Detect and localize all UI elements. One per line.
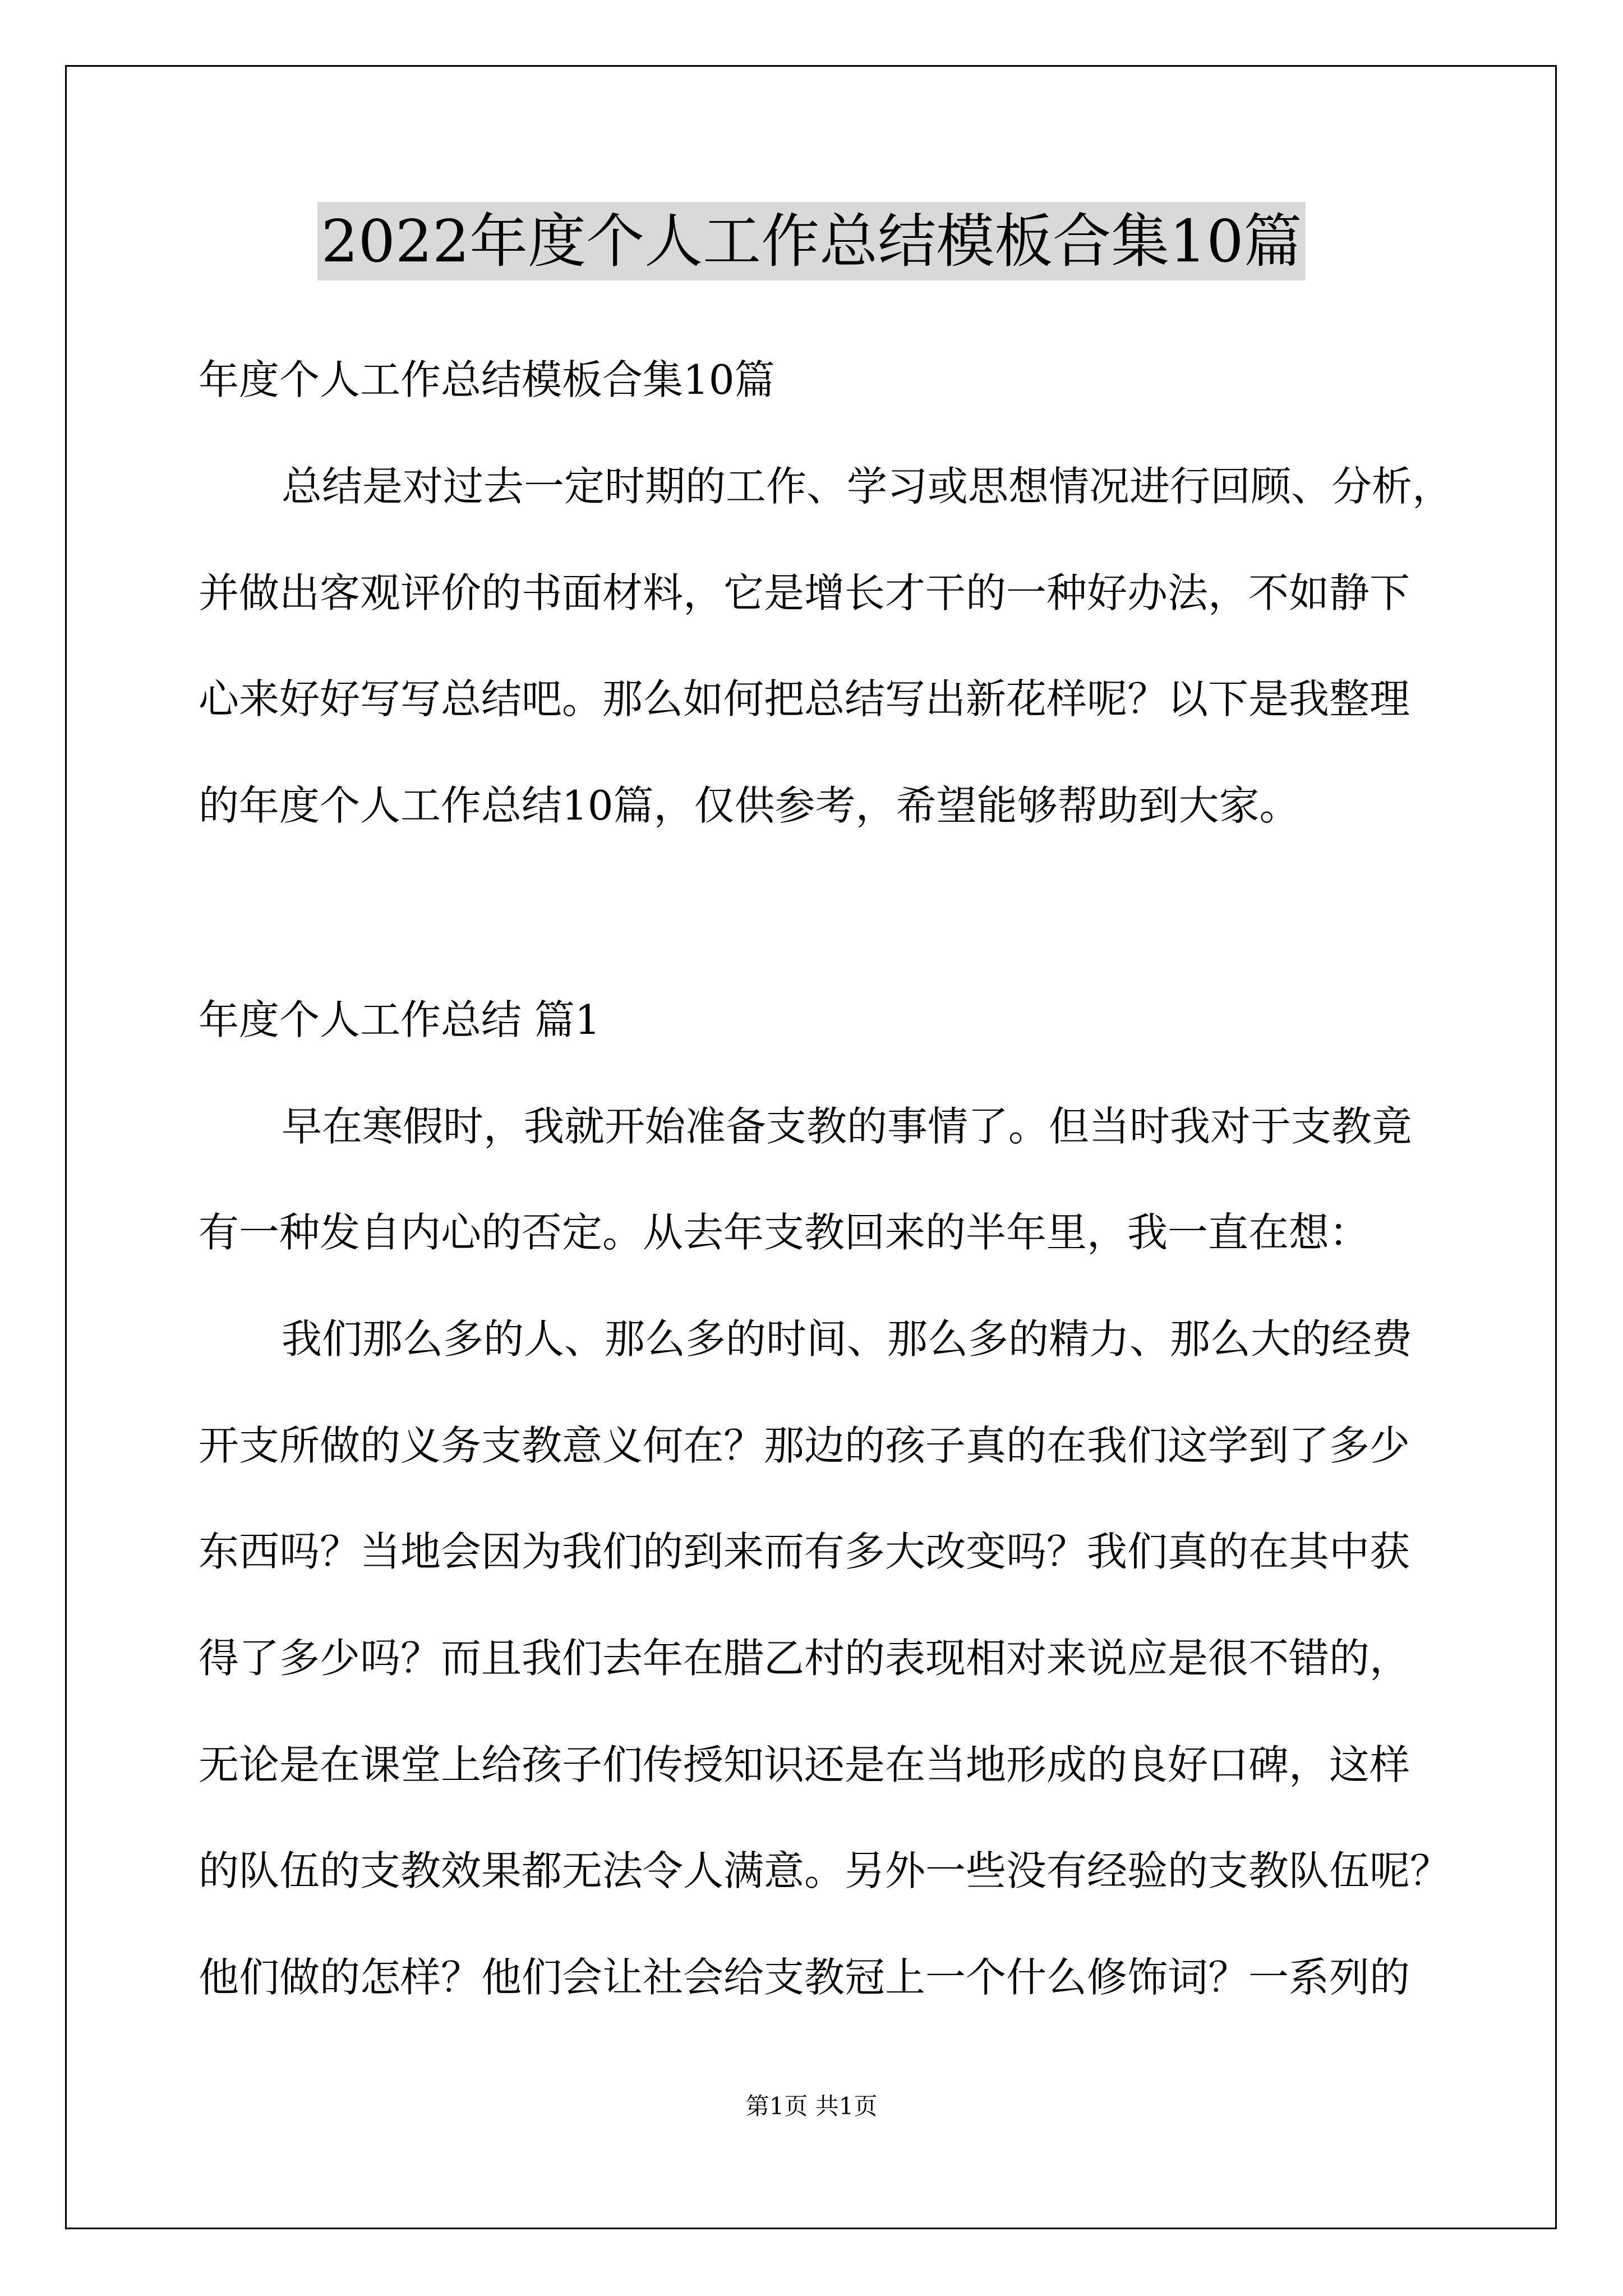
- paragraph-line: 无论是在课堂上给孩子们传授知识还是在当地形成的良好口碑，这样: [199, 1741, 1410, 1788]
- intro-line: 的年度个人工作总结10篇，仅供参考，希望能够帮助到大家。: [199, 782, 1300, 829]
- document-title: 2022年度个人工作总结模板合集10篇: [317, 202, 1305, 280]
- subtitle: 年度个人工作总结模板合集10篇: [199, 356, 775, 403]
- paragraph-line: 早在寒假时，我就开始准备支教的事情了。但当时我对于支教竟: [282, 1103, 1413, 1150]
- paragraph-line: 他们做的怎样？他们会让社会给支教冠上一个什么修饰词？一系列的: [199, 1954, 1410, 2001]
- paragraph-line: 东西吗？当地会因为我们的到来而有多大改变吗？我们真的在其中获: [199, 1528, 1410, 1575]
- paragraph-line: 得了多少吗？而且我们去年在腊乙村的表现相对来说应是很不错的，: [199, 1635, 1410, 1682]
- section-heading: 年度个人工作总结 篇1: [199, 996, 601, 1043]
- title-block: [0, 202, 1623, 280]
- paragraph-line: 有一种发自内心的否定。从去年支教回来的半年里，我一直在想：: [199, 1209, 1370, 1256]
- page-footer: 第1页 共1页: [745, 2092, 878, 2120]
- intro-line: 并做出客观评价的书面材料，它是增长才干的一种好办法，不如静下: [199, 569, 1410, 616]
- paragraph-line: 的队伍的支教效果都无法令人满意。另外一些没有经验的支教队伍呢？: [199, 1847, 1451, 1894]
- intro-line: 心来好好写写总结吧。那么如何把总结写出新花样呢？以下是我整理: [199, 675, 1410, 723]
- paragraph-line: 开支所做的义务支教意义何在？那边的孩子真的在我们这学到了多少: [199, 1422, 1410, 1469]
- intro-line: 总结是对过去一定时期的工作、学习或思想情况进行回顾、分析，: [282, 463, 1453, 510]
- paragraph-line: 我们那么多的人、那么多的时间、那么多的精力、那么大的经费: [282, 1315, 1413, 1363]
